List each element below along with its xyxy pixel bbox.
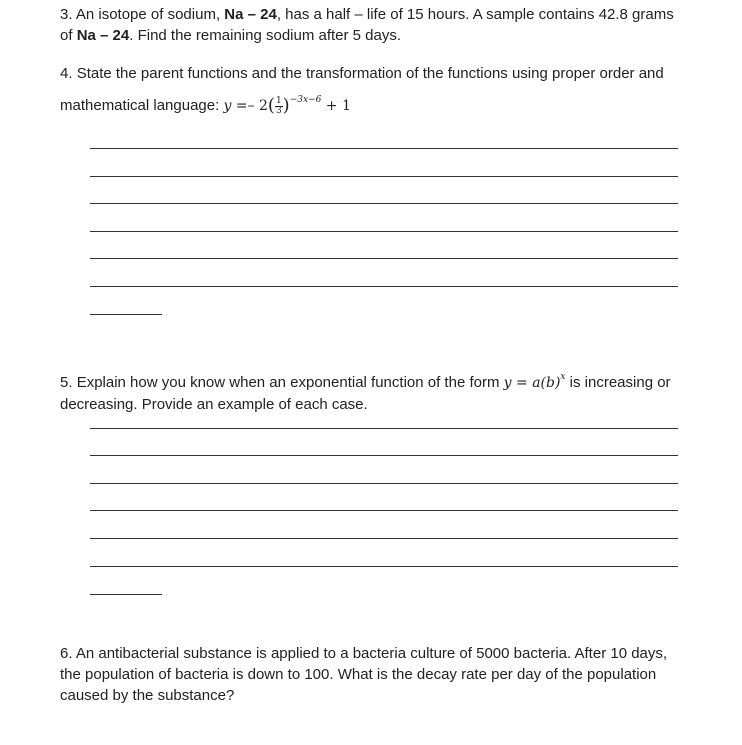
equation-exponent: −3x−6 xyxy=(289,95,322,105)
fraction-denominator: 3 xyxy=(275,105,282,116)
equation-tail: + 1 xyxy=(321,98,351,114)
question-6-text: An antibacterial substance is applied to a bacteria culture of 5000 bacteria. After 10 days, the population of bacteria is down to 100. What is the decay rate per day of the population caused by the substance? xyxy=(60,645,668,704)
equation-fraction xyxy=(275,97,283,116)
question-6 xyxy=(60,643,690,706)
question-3-text-c: . Find the remaining sodium after 5 days. xyxy=(129,27,402,44)
equation-equals: = xyxy=(511,375,533,391)
question-3-text-b: , has a half – life of 15 hours. A sample contains 42.8 grams of xyxy=(60,6,674,44)
equation-equals: =– 2 xyxy=(231,98,268,114)
answer-line[interactable] xyxy=(90,148,678,149)
equation-rhs: a(b) xyxy=(532,375,561,391)
answer-line[interactable] xyxy=(90,286,678,287)
answer-line[interactable] xyxy=(90,258,678,259)
question-3-isotope-a: Na – 24 xyxy=(224,6,277,23)
question-4 xyxy=(60,61,690,119)
question-4-equation: y =– 2( $\frac{1}{3}$ )$^{-3x-6}$ + 1 xyxy=(223,95,351,116)
question-3-number: 3. xyxy=(60,6,73,23)
question-3 xyxy=(60,4,690,46)
question-3-isotope-b: Na – 24 xyxy=(76,27,130,44)
answer-line[interactable] xyxy=(90,538,678,539)
answer-line[interactable] xyxy=(90,455,678,456)
answer-line[interactable] xyxy=(90,566,678,567)
answer-line[interactable] xyxy=(90,176,678,177)
answer-line[interactable] xyxy=(90,428,678,429)
answer-line[interactable] xyxy=(90,203,678,204)
question-5-equation xyxy=(503,372,566,391)
question-4-number: 4. xyxy=(60,65,73,82)
question-5 xyxy=(60,367,690,415)
question-3-text-a: An isotope of sodium, xyxy=(75,6,225,23)
question-5-text-a: Explain how you know when an exponential function of the form xyxy=(76,374,504,391)
answer-line-short[interactable] xyxy=(90,314,162,315)
question-5-text-b: is increasing or decreasing. Provide an example of each case. xyxy=(60,374,671,413)
fraction-numerator: 1 xyxy=(275,95,282,106)
question-5-number: 5. xyxy=(60,374,73,391)
answer-line[interactable] xyxy=(90,483,678,484)
question-4-text: State the parent functions and the transformation of the functions using proper order and mathematical language: xyxy=(60,65,664,114)
question-6-number: 6. xyxy=(60,645,73,662)
equation-y: y xyxy=(503,375,512,391)
equation-exponent: x xyxy=(560,372,566,382)
answer-line[interactable] xyxy=(90,231,678,232)
answer-line-short[interactable] xyxy=(90,594,162,595)
equation-y: y xyxy=(223,98,232,114)
answer-line[interactable] xyxy=(90,510,678,511)
